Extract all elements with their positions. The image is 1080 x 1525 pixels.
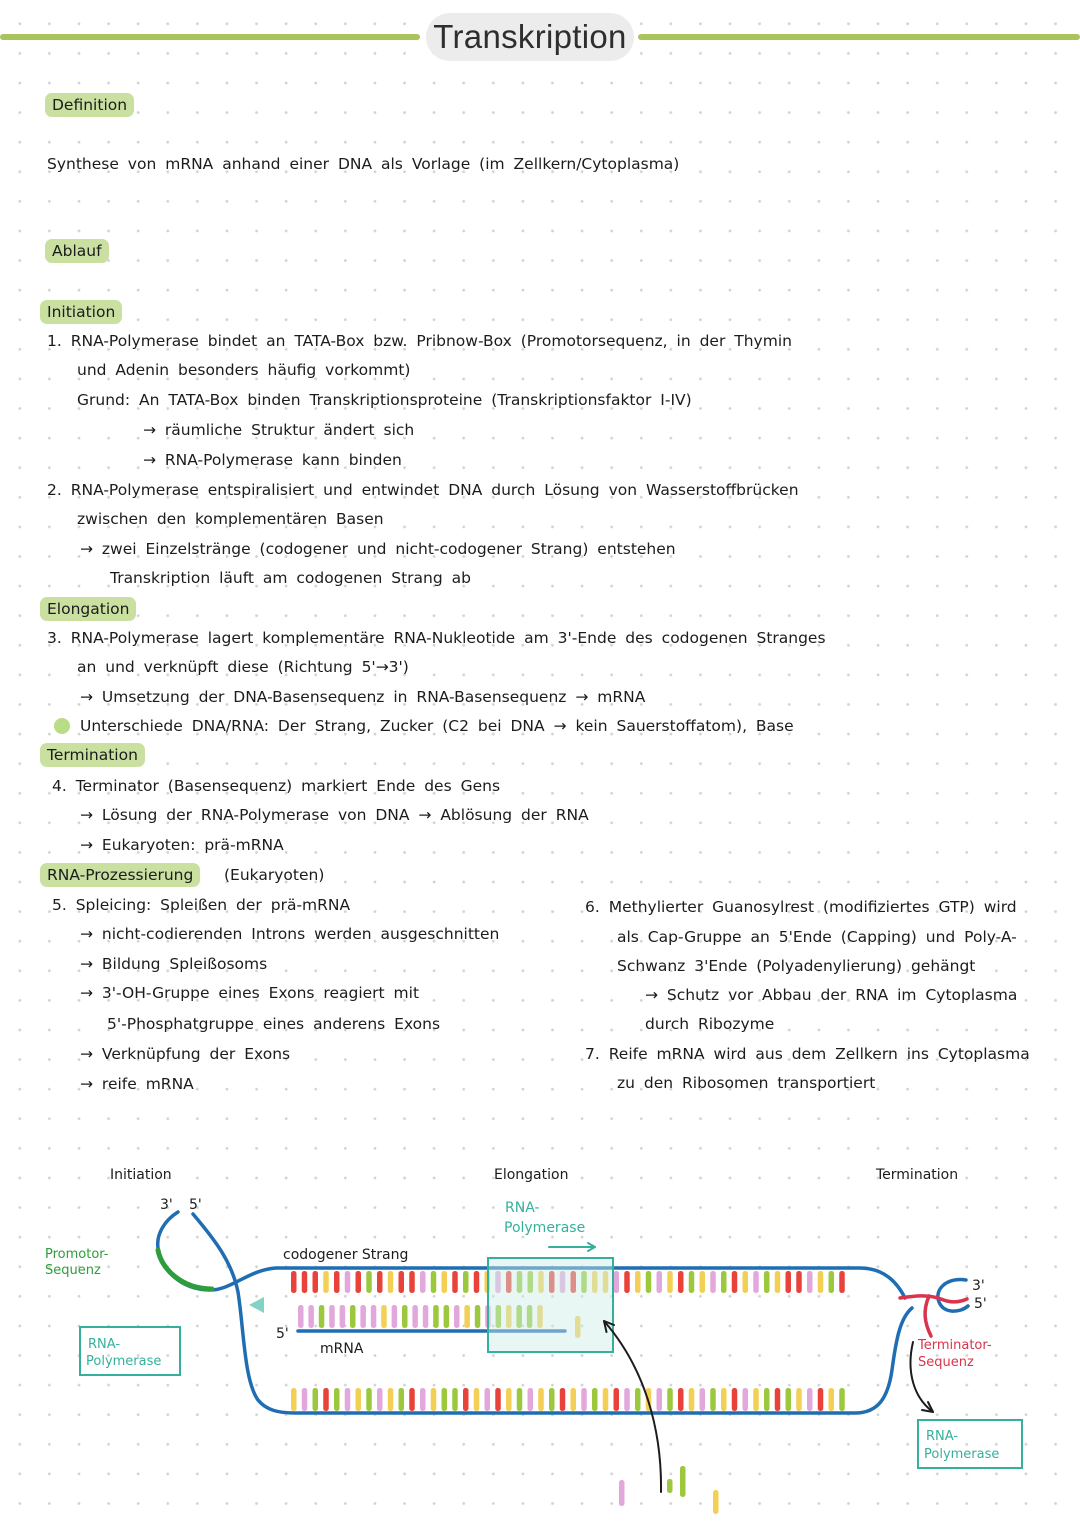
initiation-line: → räumliche Struktur ändert sich	[143, 421, 415, 439]
nucleotide-bar	[291, 1388, 297, 1411]
nucleotide-bar	[689, 1271, 695, 1293]
rna-polymerase-label: RNA-	[926, 1429, 959, 1444]
nucleotide-bar	[732, 1271, 738, 1293]
nucleotide-bar	[444, 1305, 450, 1328]
nucleotide-bar	[764, 1271, 770, 1293]
nucleotide-bar	[334, 1271, 340, 1293]
rna-polymerase-active-box	[488, 1258, 613, 1352]
nucleotide-bar	[796, 1388, 802, 1411]
initiation-3-prime-label: 3'	[160, 1197, 173, 1213]
free-nucleotide-bar	[680, 1466, 686, 1497]
termination-line: → Lösung der RNA-Polymerase von DNA → Ablösung der RNA	[80, 806, 589, 824]
title-rule-right	[638, 34, 1080, 40]
codogenic-strand-label: codogener Strang	[283, 1247, 409, 1263]
nucleotide-bar	[409, 1271, 415, 1293]
nucleotide-bar	[399, 1388, 405, 1411]
title-pill	[426, 13, 634, 61]
elongation-heading: Elongation	[40, 597, 136, 621]
nucleotide-bar	[323, 1271, 329, 1293]
nucleotide-bar	[371, 1305, 377, 1328]
nucleotide-bar	[796, 1271, 802, 1293]
nucleotide-bar	[646, 1271, 652, 1293]
nucleotide-bar	[764, 1388, 770, 1411]
processing-right-line: Schwanz 3'Ende (Polyadenylierung) gehängt	[617, 957, 976, 975]
nucleotide-bar	[592, 1388, 598, 1411]
nucleotide-bar	[839, 1388, 845, 1411]
nucleotide-bar	[560, 1388, 566, 1411]
termination-heading: Termination	[40, 743, 145, 767]
ablauf-heading: Ablauf	[45, 239, 109, 263]
nucleotide-bar	[340, 1305, 346, 1328]
elongation-line: Unterschiede DNA/RNA: Der Strang, Zucker (C2 bei DNA → kein Sauerstoffatom), Base	[80, 717, 794, 735]
diagram-termination-label: Termination	[876, 1167, 959, 1183]
promotor-label: Sequenz	[45, 1263, 101, 1278]
rna-polymerase-label: Polymerase	[924, 1447, 1000, 1462]
nucleotide-bar	[377, 1271, 383, 1293]
nucleotide-bar	[291, 1271, 297, 1293]
processing-left-line: → 3'-OH-Gruppe eines Exons reagiert mit	[80, 984, 420, 1002]
nucleotide-bar	[678, 1388, 684, 1411]
nucleotide-bar	[829, 1271, 835, 1293]
nucleotide-bar	[657, 1388, 663, 1411]
nucleotide-bar	[360, 1305, 366, 1328]
nucleotide-bar	[517, 1388, 523, 1411]
processing-right-line: → Schutz vor Abbau der RNA im Cytoplasma	[645, 986, 1018, 1004]
nucleotide-bar	[839, 1271, 845, 1293]
nucleotide-bar	[402, 1305, 408, 1328]
processing-heading: RNA-Prozessierung	[40, 863, 200, 887]
nucleotide-bar	[818, 1271, 824, 1293]
promotor-sequence-segment	[158, 1250, 212, 1289]
nucleotide-bar	[452, 1271, 458, 1293]
definition-text: Synthese von mRNA anhand einer DNA als Vorlage (im Zellkern/Cytoplasma)	[47, 155, 680, 173]
processing-left-line: → Bildung Spleißosoms	[80, 955, 268, 973]
page-title: Transkription	[433, 18, 627, 55]
diagram-elongation-label: Elongation	[494, 1167, 569, 1183]
nucleotide-bar	[581, 1388, 587, 1411]
nucleotide-bar	[420, 1388, 426, 1411]
nucleotide-bar	[433, 1305, 439, 1328]
nucleotide-bar	[775, 1271, 781, 1293]
initiation-line: → zwei Einzelstränge (codogener und nicht-codogener Strang) entstehen	[80, 540, 676, 558]
nucleotide-bar	[807, 1271, 813, 1293]
nucleotide-bar	[743, 1388, 749, 1411]
nucleotide-bar	[743, 1271, 749, 1293]
initiation-line: 1. RNA-Polymerase bindet an TATA-Box bzw. Pribnow-Box (Promotorsequenz, in der Thymin	[47, 332, 792, 350]
nucleotide-bar	[775, 1388, 781, 1411]
nucleotide-bar	[807, 1388, 813, 1411]
nucleotide-bar	[388, 1388, 394, 1411]
nucleotide-bar	[329, 1305, 335, 1328]
diagram-initiation-label: Initiation	[110, 1167, 172, 1183]
nucleotide-bar	[442, 1388, 448, 1411]
nucleotide-bar	[409, 1388, 415, 1411]
nucleotide-bar	[732, 1388, 738, 1411]
nucleotide-bar	[474, 1388, 480, 1411]
processing-note: (Eukaryoten)	[224, 866, 325, 884]
rna-polymerase-label: RNA-	[88, 1337, 121, 1352]
nucleotide-bar	[399, 1271, 405, 1293]
nucleotide-bar	[298, 1305, 304, 1328]
nucleotide-bar	[603, 1388, 609, 1411]
nucleotide-bar	[710, 1271, 716, 1293]
nucleotide-bar	[700, 1271, 706, 1293]
nucleotide-bar	[381, 1305, 387, 1328]
terminator-sequence-segment	[900, 1296, 967, 1302]
rna-polymerase-label: Polymerase	[504, 1220, 586, 1236]
nucleotide-bar	[319, 1305, 325, 1328]
initiation-heading: Initiation	[40, 300, 122, 324]
nucleotide-bar	[366, 1271, 372, 1293]
promotor-label: Promotor-	[45, 1247, 109, 1262]
nucleotide-bar	[678, 1271, 684, 1293]
initiation-line: Transkription läuft am codogenen Strang ab	[110, 569, 471, 587]
nucleotide-bar	[689, 1388, 695, 1411]
initiation-line: zwischen den komplementären Basen	[77, 510, 384, 528]
transcription-diagram	[0, 1140, 1080, 1525]
terminator-label: Terminator-	[918, 1338, 992, 1353]
nucleotide-bar	[549, 1388, 555, 1411]
nucleotide-bar	[721, 1271, 727, 1293]
nucleotide-bar	[786, 1271, 792, 1293]
initiation-line: und Adenin besonders häufig vorkommt)	[77, 361, 411, 379]
nucleotide-bar	[356, 1271, 362, 1293]
nucleotide-bar	[485, 1388, 491, 1411]
processing-right-line: durch Ribozyme	[645, 1015, 775, 1033]
nucleotide-bar	[538, 1388, 544, 1411]
terminator-label: Sequenz	[918, 1355, 974, 1370]
nucleotide-bar	[624, 1271, 630, 1293]
nucleotide-bar	[463, 1388, 469, 1411]
termination-5-prime-label: 5'	[974, 1296, 987, 1312]
direction-triangle-icon	[249, 1297, 264, 1313]
nucleotide-bar	[313, 1271, 319, 1293]
processing-right-line: 7. Reife mRNA wird aus dem Zellkern ins Cytoplasma	[585, 1045, 1030, 1063]
nucleotide-bar	[431, 1388, 437, 1411]
nucleotide-bar	[624, 1388, 630, 1411]
nucleotide-bar	[442, 1271, 448, 1293]
nucleotide-bar	[721, 1388, 727, 1411]
nucleotide-bar	[350, 1305, 356, 1328]
nucleotide-bar	[667, 1388, 673, 1411]
nucleotide-bar	[786, 1388, 792, 1411]
nucleotide-bar	[302, 1271, 308, 1293]
termination-twist-blue	[938, 1280, 968, 1312]
processing-right-line: als Cap-Gruppe an 5'Ende (Capping) und Poly-A-	[617, 928, 1017, 946]
bullet-dot	[54, 718, 70, 734]
nucleotide-bar	[495, 1388, 501, 1411]
termination-line: → Eukaryoten: prä-mRNA	[80, 836, 284, 854]
free-nucleotide-bar	[619, 1480, 625, 1506]
nucleotide-bar	[323, 1388, 329, 1411]
nucleotide-bar	[657, 1271, 663, 1293]
rna-polymerase-label: Polymerase	[86, 1354, 162, 1369]
nucleotide-bar	[463, 1271, 469, 1293]
processing-right-line: 6. Methylierter Guanosylrest (modifiziertes GTP) wird	[585, 898, 1017, 916]
nucleotide-bar	[506, 1388, 512, 1411]
nucleotide-bar	[571, 1388, 577, 1411]
elongation-line: → Umsetzung der DNA-Basensequenz in RNA-Basensequenz → mRNA	[80, 688, 646, 706]
coding-strand-nucleotides	[291, 1388, 845, 1411]
elongation-line: an und verknüpft diese (Richtung 5'→3')	[77, 658, 409, 676]
nucleotide-bar	[818, 1388, 824, 1411]
free-nucleotide-bar	[713, 1490, 719, 1514]
nucleotide-bar	[464, 1305, 470, 1328]
nucleotide-bar	[302, 1388, 308, 1411]
elongation-line: 3. RNA-Polymerase lagert komplementäre RNA-Nukleotide am 3'-Ende des codogenen Stranges	[47, 629, 826, 647]
initiation-line: Grund: An TATA-Box binden Transkriptionsproteine (Transkriptionsfaktor I-IV)	[77, 391, 692, 409]
nucleotide-bar	[345, 1388, 351, 1411]
nucleotide-bar	[829, 1388, 835, 1411]
nucleotide-bar	[308, 1305, 314, 1328]
definition-heading: Definition	[45, 93, 134, 117]
nucleotide-bar	[528, 1388, 534, 1411]
processing-left-line: → Verknüpfung der Exons	[80, 1045, 291, 1063]
nucleotide-bar	[667, 1271, 673, 1293]
nucleotide-bar	[392, 1305, 398, 1328]
nucleotide-bar	[423, 1305, 429, 1328]
initiation-5-prime-label: 5'	[189, 1197, 202, 1213]
initiation-line: → RNA-Polymerase kann binden	[143, 451, 402, 469]
termination-line: 4. Terminator (Basensequenz) markiert Ende des Gens	[52, 777, 501, 795]
nucleotide-bar	[710, 1388, 716, 1411]
free-nucleotide-bar	[667, 1479, 673, 1493]
nucleotide-bar	[334, 1388, 340, 1411]
nucleotide-bar	[635, 1388, 641, 1411]
nucleotide-bar	[635, 1271, 641, 1293]
processing-right-line: zu den Ribosomen transportiert	[617, 1074, 876, 1092]
processing-left-line: → reife mRNA	[80, 1075, 194, 1093]
processing-left-line: 5'-Phosphatgruppe eines anderens Exons	[107, 1015, 441, 1033]
nucleotide-bar	[313, 1388, 319, 1411]
nucleotide-bar	[377, 1388, 383, 1411]
termination-3-prime-label: 3'	[972, 1278, 985, 1294]
rna-polymerase-label: RNA-	[505, 1200, 540, 1216]
nucleotide-bar	[454, 1305, 460, 1328]
nucleotide-bar	[388, 1271, 394, 1293]
nucleotide-bar	[420, 1271, 426, 1293]
title-rule-left	[0, 34, 420, 40]
mrna-5-prime-label: 5'	[276, 1326, 289, 1342]
processing-left-line: 5. Spleicing: Spleißen der prä-mRNA	[52, 896, 351, 914]
nucleotide-bar	[412, 1305, 418, 1328]
nucleotide-bar	[475, 1305, 481, 1328]
nucleotide-bar	[753, 1388, 759, 1411]
nucleotide-bar	[452, 1388, 458, 1411]
nucleotide-bar	[356, 1388, 362, 1411]
terminator-sequence-tail	[925, 1296, 931, 1336]
nucleotide-bar	[614, 1271, 620, 1293]
nucleotide-bar	[366, 1388, 372, 1411]
nucleotide-bar	[753, 1271, 759, 1293]
processing-left-line: → nicht-codierenden Introns werden ausgeschnitten	[80, 925, 500, 943]
nucleotide-bar	[474, 1271, 480, 1293]
mrna-label: mRNA	[320, 1341, 364, 1357]
initiation-line: 2. RNA-Polymerase entspiralisiert und entwindet DNA durch Lösung von Wasserstoffbrücken	[47, 481, 799, 499]
nucleotide-bar	[345, 1271, 351, 1293]
nucleotide-bar	[614, 1388, 620, 1411]
nucleotide-bar	[700, 1388, 706, 1411]
nucleotide-bar	[431, 1271, 437, 1293]
